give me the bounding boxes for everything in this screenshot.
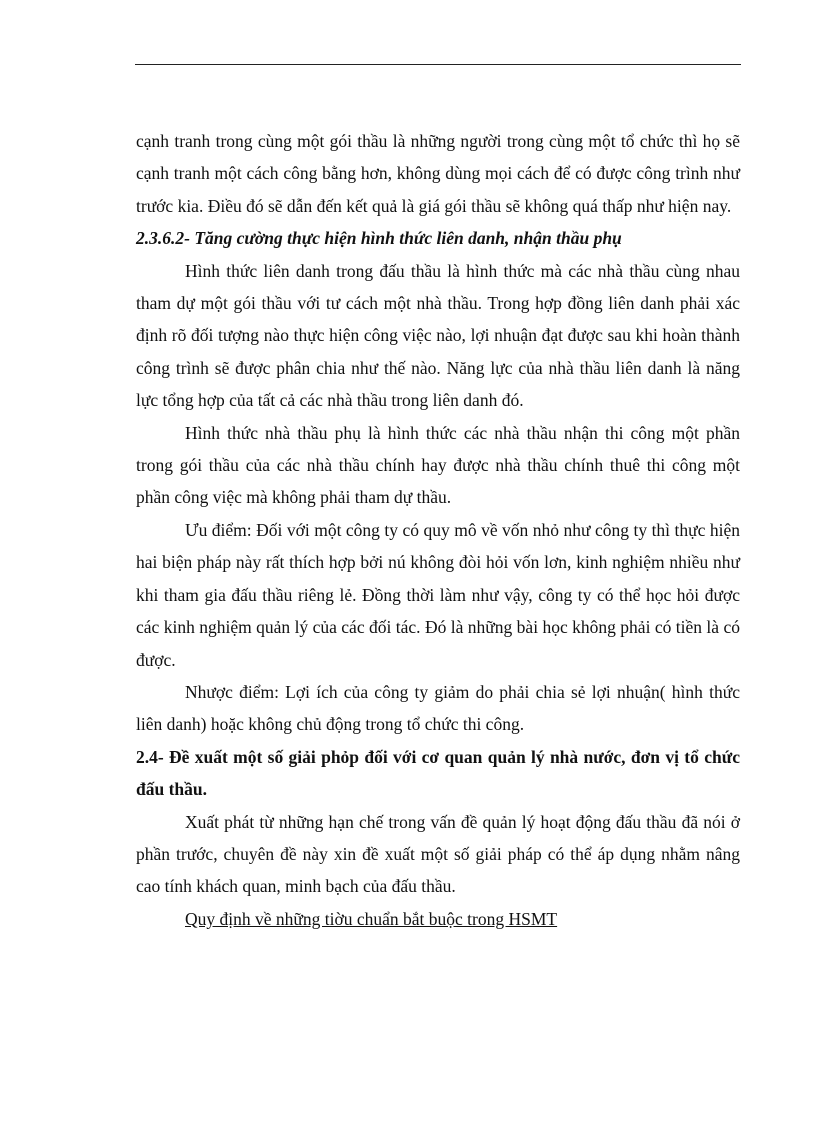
document-body [136,125,740,935]
section-heading-2-3-6-2: 2.3.6.2- Tăng cường thực hiện hình thức liên danh, nhận thầu phụ [136,228,622,249]
paragraph-advantages: Ưu điểm: Đối với một công ty có quy mô về vốn nhỏ như công ty thì thực hiện hai biện pháp này rất thích hợp bởi nú không đòi hỏi vốn lơn, kinh nghiệm nhiều như khi tham gia đấu thầu riêng lẻ. Đồng thời làm như vậy, công ty có thể học hỏi được các kinh nghiệm quản lý của các đối tác. Đó là những bài học không phải có tiền là có được. [136,519,740,670]
paragraph-continuation: cạnh tranh trong cùng một gói thầu là những người trong cùng một tổ chức thì họ sẽ cạnh tranh một cách công bằng hơn, không dùng mọi cách để có được công trình như trước kia. Điều đó sẽ dẫn đến kết quả là giá gói thầu sẽ không quá thấp như hiện nay. [136,131,740,216]
header-rule [135,64,741,65]
paragraph-proposal-intro: Xuất phát từ những hạn chế trong vấn đề quản lý hoạt động đấu thầu đã nói ở phần trước, chuyên đề này xin đề xuất một số giải pháp có thể áp dụng nhằm nâng cao tính khách quan, minh bạch của đấu thầu. [136,811,740,897]
paragraph-subcontractor: Hình thức nhà thầu phụ là hình thức các nhà thầu nhận thi công một phần trong gói thầu của các nhà thầu chính hay được nhà thầu chính thuê thi công một phần công việc mà không phải tham dự thầu. [136,422,740,508]
paragraph-disadvantages: Nhược điểm: Lợi ích của công ty giảm do phải chia sẻ lợi nhuận( hình thức liên danh) hoặc không chủ động trong tổ chức thi công. [136,681,740,735]
paragraph-joint-venture: Hình thức liên danh trong đấu thầu là hình thức mà các nhà thầu cùng nhau tham dự một gói thầu với tư cách một nhà thầu. Trong hợp đồng liên danh phải xác định rõ đối tượng nào thực hiện công việc nào, lợi nhuận đạt được sau khi hoàn thành công trình sẽ được phân chia như thế nào. Năng lực của nhà thầu liên danh là năng lực tổng hợp của tất cả các nhà thầu trong liên danh đó. [136,260,740,411]
underlined-subheading: Quy định về những tiờu chuẩn bắt buộc trong HSMT [185,908,558,929]
section-heading-2-4: 2.4- Đề xuất một số giải phỏp đối với cơ quan quản lý nhà nước, đơn vị tổ chức đấu thầu. [136,746,740,800]
